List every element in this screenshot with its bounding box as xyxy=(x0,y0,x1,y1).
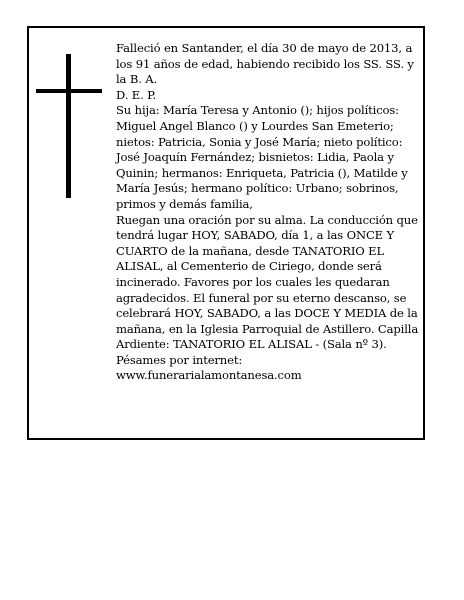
condolences-website: Pésames por internet: www.funerarialamontanesa.com xyxy=(116,352,302,383)
rest-in-peace: D. E. P. xyxy=(116,87,157,102)
cross-vertical-bar xyxy=(66,54,71,198)
death-announcement: Falleció en Santander, el día 30 de mayo de 2013, a los 91 años de edad, habiendo recibido los SS. SS. y la B. A. xyxy=(116,41,414,87)
cross-horizontal-bar xyxy=(36,89,102,93)
cross-icon xyxy=(36,54,102,198)
obituary-notice xyxy=(27,26,425,440)
service-details: Ruegan una oración por su alma. La conducción que tendrá lugar HOY, SABADO, día 1, a las ONCE Y CUARTO de la mañana, desde TANATORIO EL ALISAL, al Cementerio de Ciriego, donde será incinerado. Favores por los cuales les quedaran agradecidos. El funeral por su eterno descanso, se celebrará HOY, SABADO, a las DOCE Y MEDIA de la mañana, en la Iglesia Parroquial de Astillero. Capilla Ardiente: TANATORIO EL ALISAL - (Sala nº 3). xyxy=(116,212,419,352)
notice-text xyxy=(116,41,421,384)
family-list: Su hija: María Teresa y Antonio (); hijos políticos: Miguel Angel Blanco () y Lourdes San Emeterio; nietos: Patricia, Sonia y José María; nieto político: José Joaquín Fernández; bisnietos: Lidia, Paola y Quinin; hermanos: Enriqueta, Patricia (), Matilde y María Jesús; hermano político: Urbano; sobrinos, primos y demás familia, xyxy=(116,103,408,211)
